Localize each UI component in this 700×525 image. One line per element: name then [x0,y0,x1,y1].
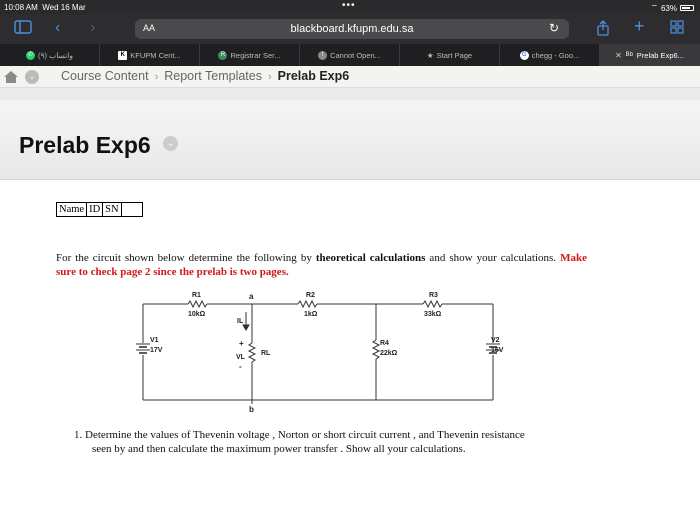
r3-resistor [423,301,442,307]
r2-label: R2 [306,292,315,299]
breadcrumb-separator: › [267,71,272,83]
tab-kfupm[interactable] [100,44,200,66]
question-1-line-1: 1. Determine the values of Thevenin voltage , Norton or short circuit current , and Thevenin resistance [74,429,525,441]
il-arrow [243,312,249,330]
battery-percent: 63% [660,3,677,13]
forward-icon[interactable]: › [90,19,96,36]
vl-minus: - [239,362,242,371]
registrar-icon: R [218,51,227,60]
breadcrumb-report-templates[interactable]: Report Templates [164,69,262,83]
il-label: IL [237,318,244,325]
para-text: and show your calculations. [425,252,561,264]
tab-whatsapp[interactable] [0,44,100,66]
warning-icon: ! [318,51,327,60]
whatsapp-icon: ✆ [28,51,34,58]
rl-resistor [249,343,255,362]
tab-cannot-open[interactable] [300,44,400,66]
tab-overview-icon[interactable] [670,20,684,37]
back-icon[interactable]: ‹ [55,19,61,36]
breadcrumb-separator: › [154,71,159,83]
rl-label: RL [261,350,271,357]
node-a-label: a [249,292,254,301]
page-header [0,100,700,180]
address-bar[interactable] [135,19,569,39]
tab-label: KFUPM Cent... [130,50,181,60]
status-bar [0,0,700,14]
breadcrumb-current: Prelab Exp6 [277,69,350,83]
blackboard-icon: Bb [625,51,633,58]
breadcrumb [0,66,700,88]
browser-toolbar [0,14,700,44]
v2-value: 15V [491,347,504,354]
v1-value: 17V [150,347,163,354]
reload-icon[interactable]: ↻ [548,21,559,35]
sidebar-icon[interactable] [14,20,32,37]
header-band [0,88,700,100]
new-tab-icon[interactable]: + [634,16,645,36]
kfupm-icon: K [118,51,127,60]
id-cell: ID [87,203,103,216]
r4-label: R4 [380,340,389,347]
para-text: For the circuit shown below determine the following by [56,252,316,264]
circuit-diagram [118,288,518,418]
name-cell: Name [57,203,87,216]
battery-icon [680,5,694,11]
tab-bar [0,44,700,66]
r2-value: 1kΩ [304,311,318,318]
para-bold: theoretical calculations [315,252,426,264]
star-icon: ★ [426,50,434,60]
blank-cell [122,203,142,216]
r2-resistor [298,301,317,307]
name-id-sn-box [56,202,143,217]
r1-value: 10kΩ [188,311,206,318]
r4-value: 22kΩ [380,350,398,357]
question-1-line-2: seen by and then calculate the maximum power transfer . Show all your calculations. [92,443,466,455]
multitask-dots-icon[interactable]: ••• [342,0,356,11]
instruction-paragraph [56,251,587,279]
v1-label: V1 [150,337,159,344]
tab-chegg[interactable] [500,44,600,66]
tab-label: Cannot Open... [330,50,381,60]
page-title: Prelab Exp6 [19,132,151,158]
tab-start-page[interactable] [400,44,500,66]
status-right [650,3,694,13]
close-tab-icon[interactable]: ✕ [615,50,622,60]
node-b-label: b [249,405,254,414]
r1-label: R1 [192,292,201,299]
tab-label: Prelab Exp6... [636,50,684,60]
question-1 [74,428,594,456]
tab-label: Start Page [436,50,473,60]
home-icon[interactable] [3,70,19,87]
status-time: 10:08 AM Wed 16 Mar [4,3,86,12]
google-icon: G [520,51,529,60]
chevron-down-icon[interactable]: ⌄ [25,70,39,84]
v2-label: V2 [491,337,500,344]
v1-battery [136,344,150,353]
breadcrumb-trail [61,69,349,83]
chevron-down-icon[interactable]: ⌄ [163,136,178,151]
share-icon[interactable] [597,20,609,39]
r3-value: 33kΩ [424,311,442,318]
tab-prelab[interactable] [600,44,700,66]
sn-cell: SN [103,203,121,216]
url-text[interactable]: blackboard.kfupm.edu.sa [290,23,414,35]
reader-settings-button[interactable]: AA [143,23,156,33]
tab-label: Registrar Ser... [230,50,281,60]
breadcrumb-course-content[interactable]: Course Content [61,69,149,83]
wifi-icon: ⌔ [650,3,658,12]
tab-label: chegg - Goo... [531,50,580,60]
vl-plus: + [239,339,244,348]
tab-label: (٩) واتساب [38,50,73,60]
r3-label: R3 [429,292,438,299]
para-warning: Make sure to check page 2 since the prelab is two pages. [56,252,587,278]
r1-resistor [188,301,207,307]
vl-label: VL [236,354,245,361]
tab-registrar[interactable] [200,44,300,66]
r4-resistor [373,340,379,359]
